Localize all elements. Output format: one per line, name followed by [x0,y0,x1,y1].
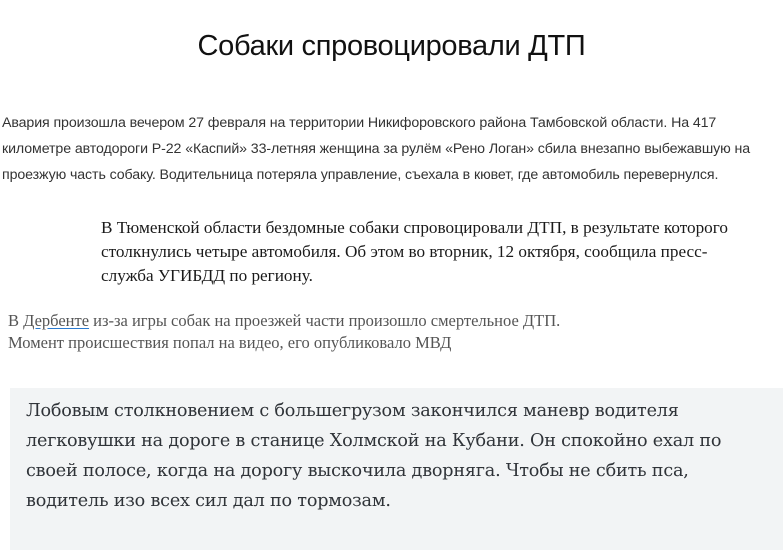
paragraph-derbent-container [8,310,608,368]
paragraph-derbent-text: из-за игры собак на проезжей части произошло смертельное ДТП. Момент происшествия попал на видео, его опубликовало МВД [8,311,561,352]
paragraph-derbent [8,310,608,354]
quote-block [10,388,783,550]
paragraph-derbent-prefix: В [8,311,24,330]
quote-text: Лобовым столкновением с большегрузом закончился маневр водителя легковушки на дороге в станице Холмской на Кубани. Он спокойно ехал по своей полосе, когда на дорогу выскочила дворняга. Чтобы не сбить пса, водитель изо всех сил дал по тормозам. [26,401,722,511]
derbent-link[interactable]: Дербенте [23,311,90,330]
paragraph-tyumen: В Тюменской области бездомные собаки спровоцировали ДТП, в результате которого столкнулись четыре автомобиля. Об этом во вторник, 12 октября, сообщила пресс-служба УГИБДД по региону. [101,218,728,285]
paragraph-tambov: Авария произошла вечером 27 февраля на территории Никифоровского района Тамбовской области. На 417 километре автодороги Р-22 «Каспий» 33-летняя женщина за рулём «Рено Логан» сбила внезапно выбежавшую на проезжую часть собаку. Водительница потеряла управление, съехала в кювет, где автомобиль перевернулся. [2,115,751,183]
article-title: Собаки спровоцировали ДТП [197,30,586,62]
